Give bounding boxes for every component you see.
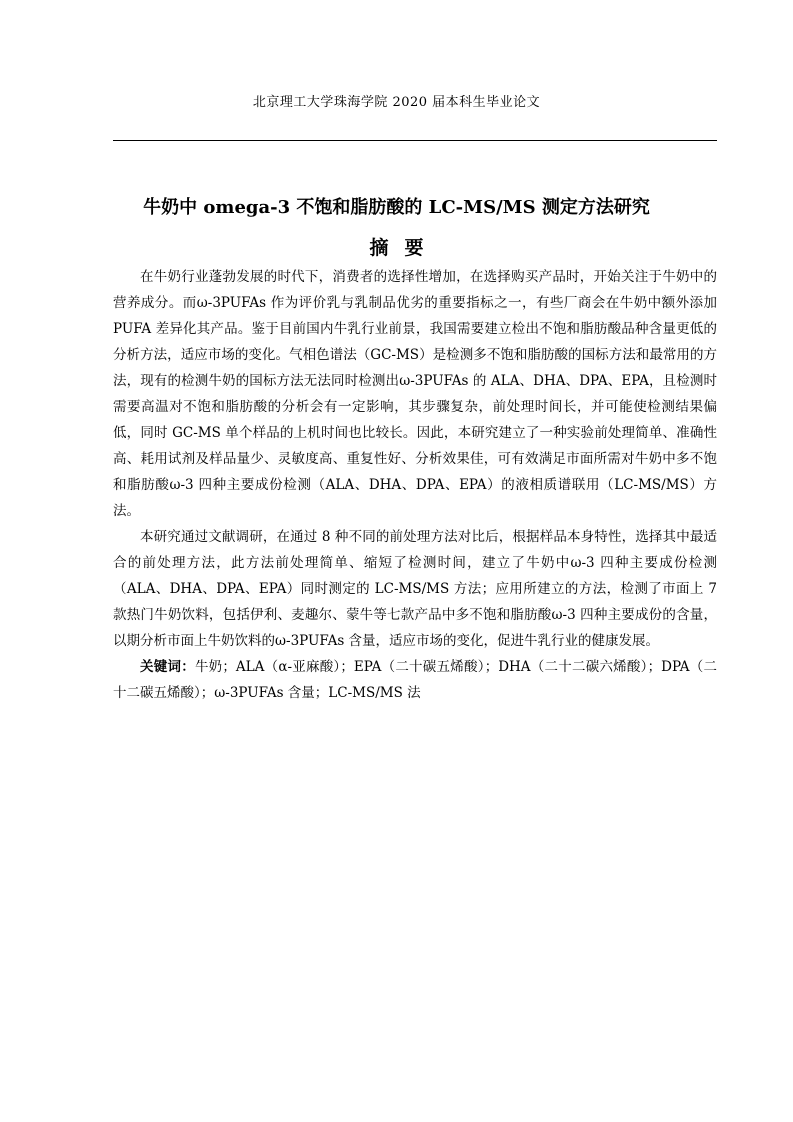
running-header: 北京理工大学珠海学院 2020 届本科生毕业论文 xyxy=(252,95,541,110)
abstract-paragraph-2: 本研究通过文献调研，在通过 8 种不同的前处理方法对比后，根据样品本身特性，选择其中最适合的前处理方法，此方法前处理简单、缩短了检测时间，建立了牛奶中ω-3 四种主要成份检测（ALA、DHA、DPA、EPA）同时测定的 LC-MS/MS 方法；应用所建立的方法，检测了市面上 7 款热门牛奶饮料，包括伊利、麦趣尔、蒙牛等七款产品中多不饱和脂肪酸ω-3 四种主要成份的含量，以期分析市面上牛奶饮料的ω-3PUFAs 含量，适应市场的变化，促进牛乳行业的健康发展。 xyxy=(113,529,717,649)
keywords-text: 牛奶；ALA（α-亚麻酸）；EPA（二十碳五烯酸）；DHA（二十二碳六烯酸）；DPA（二十二碳五烯酸）；ω-3PUFAs 含量；LC-MS/MS 法 xyxy=(113,659,718,701)
keywords-label: 关键词： xyxy=(140,659,195,675)
abstract-body xyxy=(113,264,717,706)
keywords-line xyxy=(113,654,717,706)
paper-title: 牛奶中 omega-3 不饱和脂肪酸的 LC-MS/MS 测定方法研究 xyxy=(143,197,650,218)
header-divider xyxy=(113,140,717,141)
abstract-heading: 摘要 xyxy=(369,237,440,259)
abstract-paragraph-1: 在牛奶行业蓬勃发展的时代下，消费者的选择性增加，在选择购买产品时，开始关注于牛奶中的营养成分。而ω-3PUFAs 作为评价乳与乳制品优劣的重要指标之一，有些厂商会在牛奶中额外添加 PUFA 差异化其产品。鉴于目前国内牛乳行业前景，我国需要建立检出不饱和脂肪酸品种含量更低的分析方法，适应市场的变化。气相色谱法（GC-MS）是检测多不饱和脂肪酸的国标方法和最常用的方法，现有的检测牛奶的国标方法无法同时检测出ω-3PUFAs 的 ALA、DHA、DPA、EPA，且检测时需要高温对不饱和脂肪酸的分析会有一定影响，其步骤复杂，前处理时间长，并可能使检测结果偏低，同时 GC-MS 单个样品的上机时间也比较长。因此，本研究建立了一种实验前处理简单、准确性高、耗用试剂及样品量少、灵敏度高、重复性好、分析效果佳，可有效满足市面所需对牛奶中多不饱和脂肪酸ω-3 四种主要成份检测（ALA、DHA、DPA、EPA）的液相质谱联用（LC-MS/MS）方法。 xyxy=(113,269,717,519)
